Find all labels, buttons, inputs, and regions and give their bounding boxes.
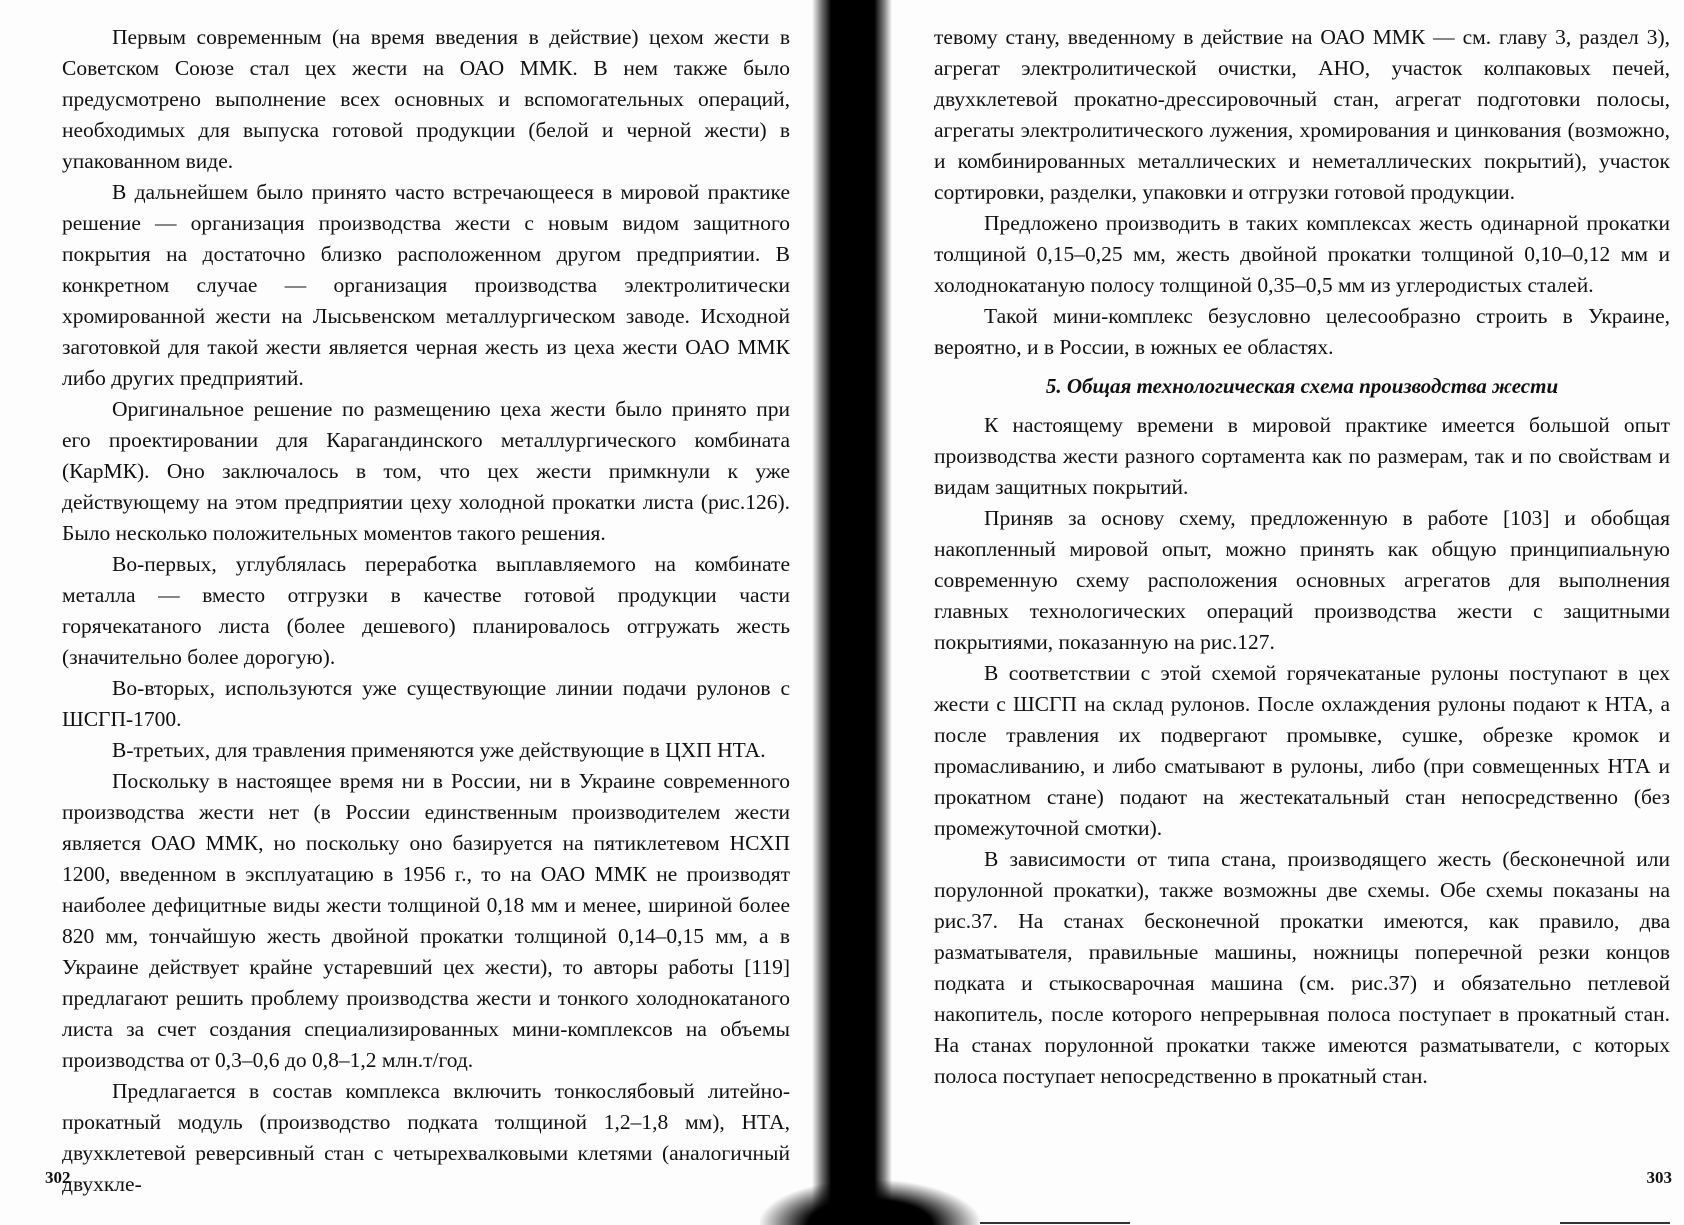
left-paragraph-2: В дальнейшем было принято часто встречающееся в мировой практике решение — организация производства жести с новым видом защитного покрытия на достаточно близко расположенном другом предприятии. В конкретном случае — организация производства электролитически хромированной жести на Лысьвенском металлургическом заводе. Исходной заготовкой для такой жести является черная жесть из цеха жести ОАО ММК либо других предприятий. (62, 180, 790, 390)
right-paragraph-5: В соответствии с этой схемой горячекатаные рулоны поступают в цех жести с ШСГП на склад рулонов. После охлаждения рулоны подают к НТА, а после травления их подвергают промывке, сушке, обрезке кромок и промасливанию, и либо сматывают в рулоны, либо (при совмещенных НТА и прокатном стане) подают на жестекатальный стан непосредственно (без промежуточной смотки). (934, 661, 1670, 840)
section-heading: 5. Общая технологическая схема производства жести (1045, 374, 1559, 398)
right-continuation-paragraph: тевому стану, введенному в действие на ОАО ММК — см. главу 3, раздел 3), агрегат электролитической очистки, АНО, участок колпаковых печей, двухклетевой прокатно-дрессировочный стан, агрегат подготовки полосы, агрегаты электролитического лужения, хромирования и цинкования (возможно, и комбинированных металлических и неметаллических покрытий), участок сортировки, разделки, упаковки и отгрузки готовой продукции. (934, 25, 1670, 204)
left-paragraph-1: Первым современным (на время введения в действие) цехом жести в Советском Союзе стал цех жести на ОАО ММК. В нем также было предусмотрено выполнение всех основных и вспомогательных операций, необходимых для выпуска готовой продукции (белой и черной жести) в упакованном виде. (62, 25, 790, 173)
book-spine-shadow (812, 0, 892, 1225)
left-paragraph-3: Оригинальное решение по размещению цеха жести было принято при его проектировании для Карагандинского металлургического комбината (КарМК). Оно заключалось в том, что цех жести примкнули к уже действующему на этом предприятии цеху холодной прокатки листа (рис.126). Было несколько положительных моментов такого решения. (62, 397, 790, 545)
left-paragraph-4: Во-первых, углублялась переработка выплавляемого на комбинате металла — вместо отгрузки в качестве готовой продукции части горячекатаного листа (более дешевого) планировалось отгружать жесть (значительно более дорогую). (62, 552, 790, 669)
right-paragraph-1: Предложено производить в таких комплексах жесть одинарной прокатки толщиной 0,15–0,25 мм, жесть двойной прокатки толщиной 0,10–0,12 мм и холоднокатаную полосу толщиной 0,35–0,5 мм из углеродистых сталей. (934, 211, 1670, 297)
right-paragraph-4: Приняв за основу схему, предложенную в работе [103] и обобщая накопленный мировой опыт, можно принять как общую принципиальную современную схему расположения основных агрегатов для выполнения главных технологических операций производства жести с защитными покрытиями, показанную на рис.127. (934, 506, 1670, 654)
left-paragraph-7: Поскольку в настоящее время ни в России, ни в Украине современного производства жести нет (в России единственным производителем жести является ОАО ММК, но поскольку оно базируется на пятиклетевом НСХП 1200, введенном в эксплуатацию в 1956 г., то на ОАО ММК не производят наиболее дефицитные виды жести толщиной 0,18 мм и менее, шириной более 820 мм, тончайшую жесть двойной прокатки толщиной 0,14–0,15 мм, а в Украине действует крайне устаревший цех жести), то авторы работы [119] предлагают решить проблему производства жести и тонкого холоднокатаного листа за счет создания специализированных мини-комплексов на объемы производства от 0,3–0,6 до 0,8–1,2 млн.т/год. (62, 769, 790, 1072)
bottom-edge-line-left (980, 1222, 1130, 1224)
page-number-left: 302 (45, 1168, 71, 1187)
right-paragraph-3: К настоящему времени в мировой практике имеется большой опыт производства жести разного сортамента как по размерам, так и по свойствам и видам защитных покрытий. (934, 413, 1670, 499)
left-page (0, 0, 820, 1225)
page-number-right: 303 (1646, 1168, 1672, 1187)
left-paragraph-8: Предлагается в состав комплекса включить тонкослябовый литейно-прокатный модуль (производство подката толщиной 1,2–1,8 мм), НТА, двухклетевой реверсивный стан с четырехвалковыми клетями (аналогичный двухкле- (62, 1079, 790, 1196)
right-page (900, 0, 1684, 1225)
right-paragraph-2: Такой мини-комплекс безусловно целесообразно строить в Украине, вероятно, и в России, в южных ее областях. (934, 304, 1670, 359)
left-paragraph-6: В-третьих, для травления применяются уже действующие в ЦХП НТА. (112, 738, 766, 762)
right-paragraph-6: В зависимости от типа стана, производящего жесть (бесконечной или порулонной прокатки), также возможны две схемы. Обе схемы показаны на рис.37. На станах бесконечной прокатки имеются, как правило, два разматывателя, правильные машины, ножницы поперечной резки концов подката и стыкосварочная машина (см. рис.37) и обязательно петлевой накопитель, после которого непрерывная полоса поступает в прокатный стан. На станах порулонной прокатки также имеются разматыватели, с которых полоса поступает непосредственно в прокатный стан. (934, 847, 1670, 1088)
bottom-edge-line-right (1560, 1222, 1670, 1224)
left-paragraph-5: Во-вторых, используются уже существующие линии подачи рулонов с ШСГП-1700. (62, 676, 790, 731)
